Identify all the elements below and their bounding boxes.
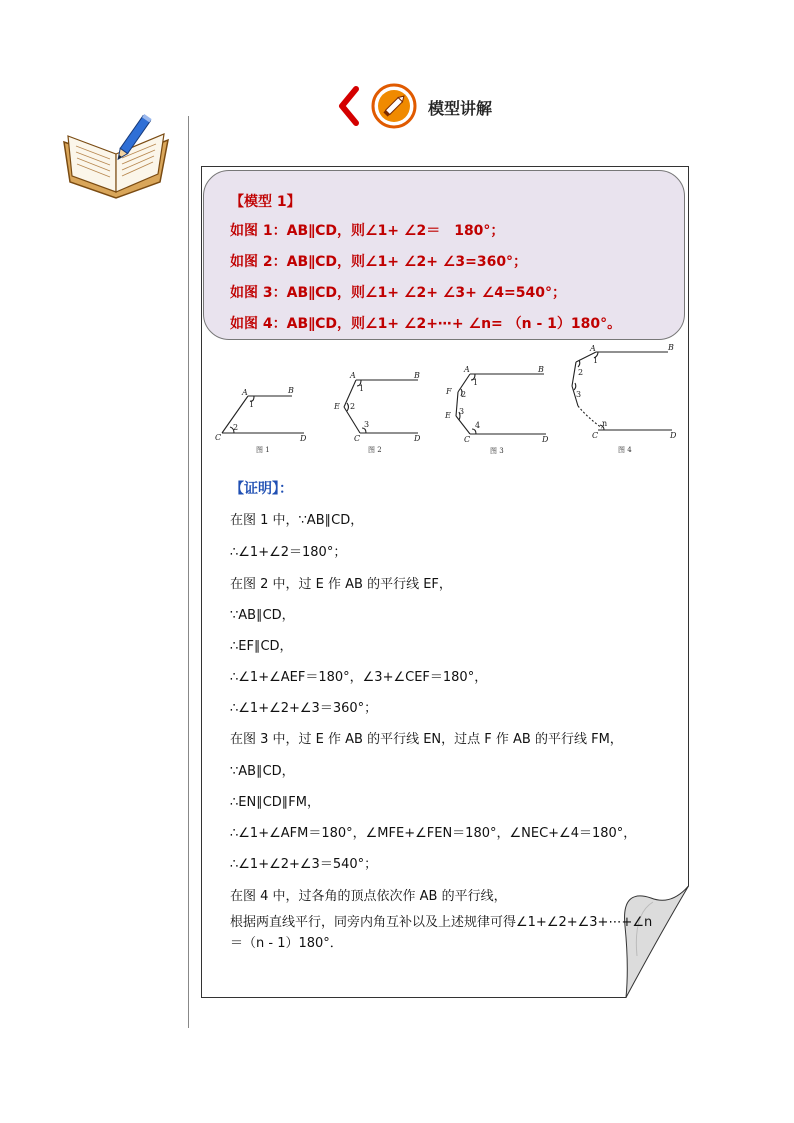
proof-line: ∴∠1+∠2+∠3＝540°； [230, 857, 378, 872]
figure-1 [212, 384, 314, 456]
fig4-caption: 图 4 [618, 446, 632, 454]
model-heading: 【模型 1】 [230, 194, 301, 210]
fig4-point-a: A [590, 344, 596, 353]
fig4-point-b: B [668, 343, 674, 352]
fig2-point-d: D [414, 434, 421, 443]
fig4-angle-n: n [602, 419, 608, 428]
model-line-3: 如图 3：AB∥CD，则∠1+ ∠2+ ∠3+ ∠4=540°； [230, 285, 566, 301]
proof-line: ∴∠1+∠AFM＝180°，∠MFE+∠FEN＝180°，∠NEC+∠4＝180°， [230, 826, 637, 841]
figure-4 [560, 340, 684, 456]
fig4-point-c: C [592, 431, 599, 440]
figure-2 [326, 370, 424, 456]
proof-line: ∵AB∥CD， [230, 764, 295, 779]
model-line-1: 如图 1：AB∥CD，则∠1+ ∠2＝ 180°； [230, 223, 505, 239]
fig1-angle-2: 2 [233, 423, 239, 432]
chevron-left-icon [334, 86, 364, 126]
proof-line: ∴∠1+∠2+∠3＝360°； [230, 701, 378, 716]
fig3-point-d: D [542, 435, 549, 444]
fig3-point-c: C [464, 435, 471, 444]
proof-line: ∵AB∥CD， [230, 608, 295, 623]
fig2-caption: 图 2 [368, 446, 382, 454]
fig3-point-f: F [446, 387, 452, 396]
section-title: 模型讲解 [428, 99, 493, 118]
fig2-angle-2: 2 [350, 402, 356, 411]
fig3-point-e: E [445, 411, 451, 420]
model-line-2: 如图 2：AB∥CD，则∠1+ ∠2+ ∠3=360°； [230, 254, 528, 270]
fig3-point-a: A [464, 365, 470, 374]
fig1-caption: 图 1 [256, 446, 270, 454]
proof-line: 在图 3 中，过 E 作 AB 的平行线 EN，过点 F 作 AB 的平行线 FM， [230, 732, 623, 747]
fig3-angle-4: 4 [475, 421, 481, 430]
fig1-point-b: B [288, 386, 294, 395]
proof-line: ＝（n - 1）180°． [230, 936, 343, 951]
proof-line: 在图 2 中，过 E 作 AB 的平行线 EF， [230, 577, 452, 592]
fig1-angle-1: 1 [249, 400, 255, 409]
margin-rule [188, 116, 189, 1028]
fig2-point-b: B [414, 371, 420, 380]
pencil-badge-icon [370, 82, 418, 130]
fig3-angle-2: 2 [461, 390, 467, 399]
fig3-angle-1: 1 [473, 378, 479, 387]
proof-line: 根据两直线平行，同旁内角互补以及上述规律可得∠1+∠2+∠3+⋯+∠n [230, 915, 653, 930]
fig2-point-e: E [334, 402, 340, 411]
fig4-angle-3: 3 [576, 390, 582, 399]
proof-line: ∴EN∥CD∥FM， [230, 795, 320, 810]
fig3-point-b: B [538, 365, 544, 374]
fig4-point-d: D [670, 431, 677, 440]
fig3-caption: 图 3 [490, 447, 504, 455]
fig1-point-c: C [215, 433, 222, 442]
model-line-4: 如图 4：AB∥CD，则∠1+ ∠2+⋯+ ∠n= （n - 1）180°。 [230, 316, 622, 332]
fig2-angle-3: 3 [364, 420, 370, 429]
figure-3 [440, 360, 552, 456]
fig4-angle-1: 1 [593, 356, 599, 365]
proof-line: ∴EF∥CD， [230, 639, 293, 654]
proof-line: ∴∠1+∠AEF＝180°，∠3+∠CEF＝180°， [230, 670, 488, 685]
proof-line: 在图 4 中，过各角的顶点依次作 AB 的平行线， [230, 889, 507, 904]
proof-line: ∴∠1+∠2＝180°； [230, 545, 347, 560]
fig2-point-a: A [350, 371, 356, 380]
proof-line: 在图 1 中，∵AB∥CD， [230, 513, 364, 528]
fig1-point-a: A [242, 388, 248, 397]
fig3-angle-3: 3 [459, 407, 465, 416]
open-book-icon [60, 112, 172, 200]
fig2-point-c: C [354, 434, 361, 443]
fig1-point-d: D [300, 434, 307, 443]
proof-heading: 【证明】： [230, 481, 293, 497]
fig2-angle-1: 1 [359, 384, 365, 393]
fig4-angle-2: 2 [578, 368, 584, 377]
